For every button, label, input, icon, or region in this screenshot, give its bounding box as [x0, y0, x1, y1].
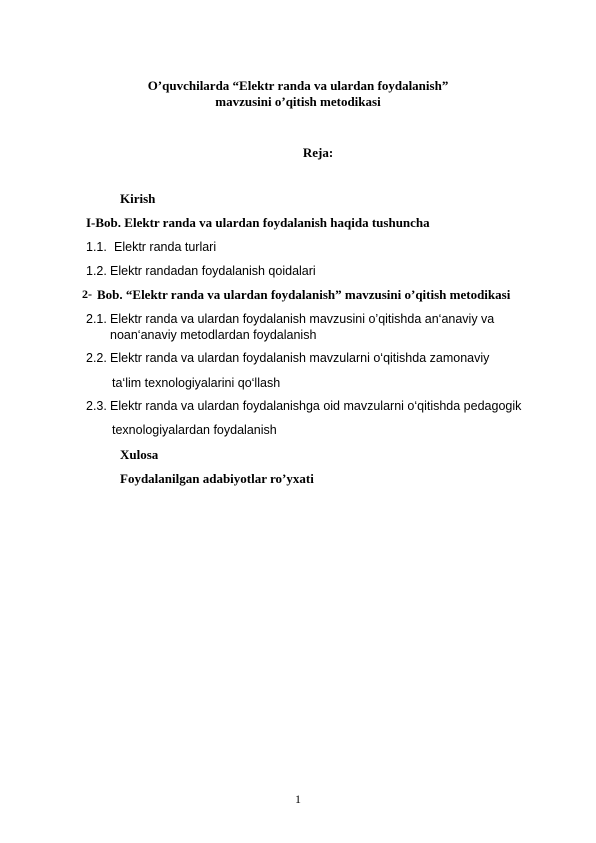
toc-section-2-3-line2: texnologiyalardan foydalanish [112, 423, 277, 437]
toc-section-1-2-number: 1.2. [86, 264, 107, 278]
toc-section-1-1-number: 1.1. [86, 240, 107, 254]
toc-references: Foydalanilgan adabiyotlar ro’yxati [120, 471, 314, 486]
document-title-line1: O’quvchilarda “Elektr randa va ulardan foydalanish” [147, 78, 449, 93]
toc-conclusion: Xulosa [120, 447, 159, 462]
toc-section-2-1-line1: Elektr randa va ulardan foydalanish mavzusini o’qitishda an‘anaviy va [110, 312, 495, 326]
toc-section-1-2: Elektr randadan foydalanish qoidalari [110, 264, 316, 278]
toc-section-2-1-line2: noan‘anaviy metodlardan foydalanish [110, 328, 317, 342]
toc-intro: Kirish [120, 191, 156, 206]
toc-section-2-1-number: 2.1. [86, 312, 107, 326]
toc-section-2-3-line1: Elektr randa va ulardan foydalanishga oid mavzularni o‘qitishda pedagogik [110, 399, 522, 413]
page-number: 1 [295, 792, 301, 806]
toc-section-2-2-line1: Elektr randa va ulardan foydalanish mavzularni o‘qitishda zamonaviy [110, 351, 490, 365]
toc-chapter-2-number: 2- [82, 287, 92, 301]
toc-chapter-1: I-Bob. Elektr randa va ulardan foydalanish haqida tushuncha [86, 215, 430, 230]
toc-section-2-3-number: 2.3. [86, 399, 107, 413]
plan-heading: Reja: [302, 145, 334, 160]
toc-chapter-2: Bob. “Elektr randa va ulardan foydalanish” mavzusini o’qitish metodikasi [97, 287, 511, 302]
toc-section-2-2-line2: ta‘lim texnologiyalarini qo‘llash [112, 376, 281, 390]
document-title-line2: mavzusini o’qitish metodikasi [215, 94, 381, 109]
toc-section-2-2-number: 2.2. [86, 351, 107, 365]
toc-section-1-1: Elektr randa turlari [114, 240, 217, 254]
